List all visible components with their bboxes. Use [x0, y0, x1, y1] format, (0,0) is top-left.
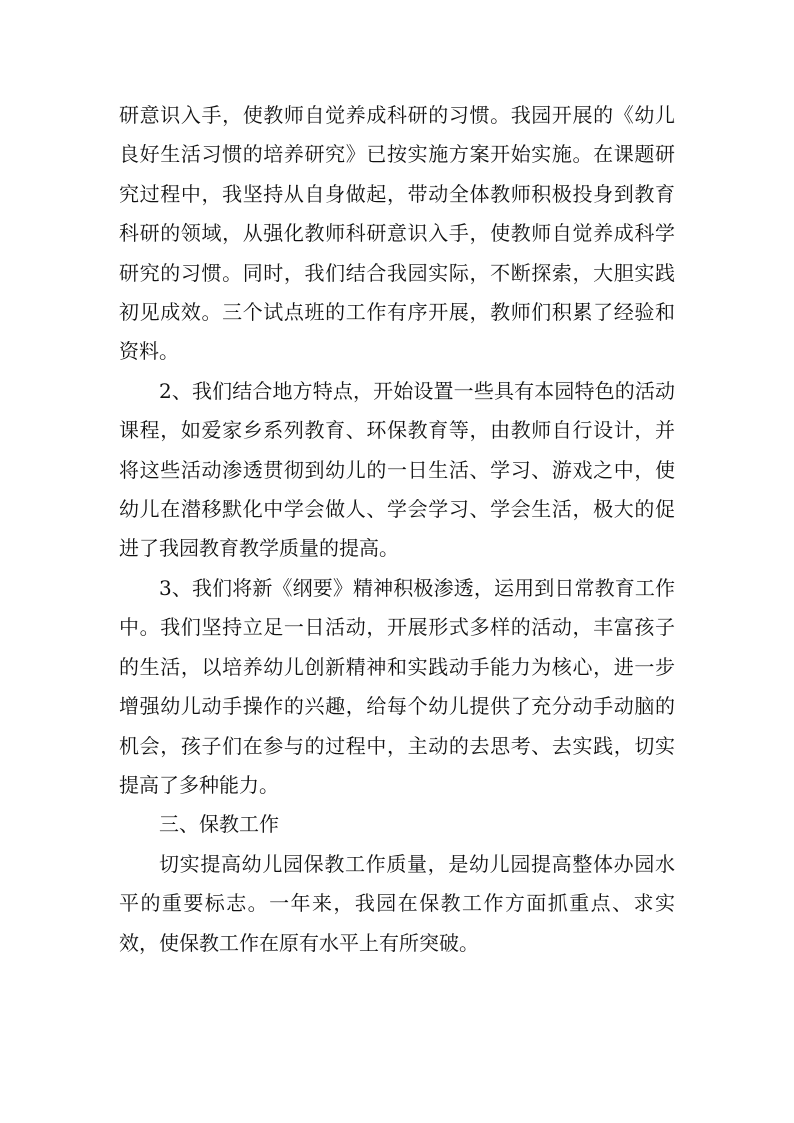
paragraph-outline-practice: 3、我们将新《纲要》精神积极渗透，运用到日常教育工作中。我们坚持立足一日活动，开展形式多样的活动，丰富孩子的生活，以培养幼儿创新精神和实践动手能力为核心，进一步增强幼儿动手操作的兴趣，给每个幼儿提供了充分动手动脑的机会，孩子们在参与的过程中，主动的去思考、去实践，切实提高了多种能力。 [119, 575, 675, 797]
paragraph-research-habits: 研意识入手，使教师自觉养成科研的习惯。我园开展的《幼儿良好生活习惯的培养研究》已按实施方案开始实施。在课题研究过程中，我坚持从自身做起，带动全体教师积极投身到教育科研的领域，从强化教师科研意识入手，使教师自觉养成科学研究的习惯。同时，我们结合我园实际，不断探索，大胆实践初见成效。三个试点班的工作有序开展，教师们积累了经验和资料。 [119, 103, 675, 364]
document-body [119, 96, 675, 963]
paragraph-care-quality: 切实提高幼儿园保教工作质量，是幼儿园提高整体办园水平的重要标志。一年来，我园在保教工作方面抓重点、求实效，使保教工作在原有水平上有所突破。 [119, 851, 675, 955]
section-heading-care-education: 三、保教工作 [159, 812, 279, 837]
paragraph-local-curriculum: 2、我们结合地方特点，开始设置一些具有本园特色的活动课程，如爱家乡系列教育、环保教育等，由教师自行设计，并将这些活动渗透贯彻到幼儿的一日生活、学习、游戏之中，使幼儿在潜移默化中学会做人、学会学习、学会生活，极大的促进了我园教育教学质量的提高。 [119, 378, 675, 561]
